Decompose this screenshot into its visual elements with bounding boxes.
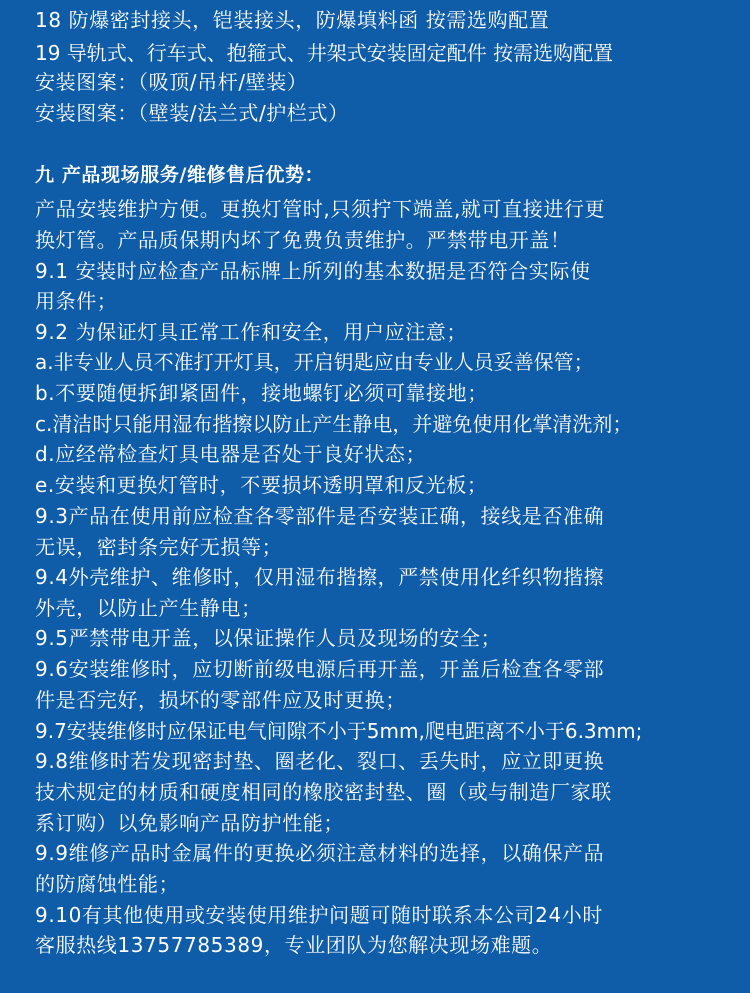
body-line: 9.2 为保证灯具正常工作和安全，用户应注意； [35,320,467,344]
body-line: 无误，密封条完好无损等； [35,535,283,559]
body-line: e.安装和更换灯管时，不要损坏透明罩和反光板； [35,473,488,497]
body-line: c.清洁时只能用湿布揩擦以防止产生静电，并避免使用化掌清洗剂； [35,412,633,436]
body-line: 9.7安装维修时应保证电气间隙不小于5mm,爬电距离不小于6.3mm; [35,719,643,743]
body-line: 客服热线13757785389，专业团队为您解决现场难题。 [35,933,553,957]
body-line: 9.6安装维修时，应切断前级电源后再开盖，开盖后检查各零部 [35,657,605,681]
body-line: 9.1 安装时应检查产品标牌上所列的基本数据是否符合实际使 [35,259,591,283]
body-line: 9.5严禁带电开盖，以保证操作人员及现场的安全； [35,626,502,650]
body-line: b.不要随便拆卸紧固件，接地螺钉必须可靠接地； [35,381,488,405]
install-pattern-2: 安装图案：（壁装/法兰式/护栏式） [35,101,349,125]
body-line: a.非专业人员不准打开灯具，开启钥匙应由专业人员妥善保管； [35,350,594,374]
body-line: 9.8维修时若发现密封垫、圈老化、裂口、丢失时，应立即更换 [35,749,605,773]
body-line: 9.9维修产品时金属件的更换必须注意材料的选择，以确保产品 [35,841,605,865]
install-pattern-1: 安装图案：（吸顶/吊杆/壁装） [35,70,308,94]
body-line: 9.3产品在使用前应检查各零部件是否安装正确，接线是否准确 [35,504,605,528]
body-line: 外壳，以防止产生静电； [35,596,262,620]
body-line: 9.10有其他使用或安装使用维护问题可随时联系本公司24小时 [35,903,603,927]
body-line: 的防腐蚀性能； [35,872,180,896]
item-19: 19 导轨式、行车式、抱箍式、井架式安装固定配件 按需选购配置 [35,41,614,65]
section-heading: 九 产品现场服务/维修售后优势： [35,164,325,186]
body-line: 9.4外壳维护、维修时，仅用湿布揩擦，严禁使用化纤织物揩擦 [35,565,605,589]
body-line: 用条件； [35,289,118,313]
body-line: d.应经常检查灯具电器是否处于良好状态； [35,442,427,466]
body-line: 产品安装维护方便。更换灯管时,只须拧下端盖,就可直接进行更 [35,197,606,221]
body-line: 技术规定的材质和硬度相同的橡胶密封垫、圈（或与制造厂家联 [35,780,612,804]
body-line: 换灯管。产品质保期内坏了免费负责维护。严禁带电开盖！ [35,228,571,252]
body-line: 系订购）以免影响产品防护性能； [35,811,344,835]
body-line: 件是否完好，损坏的零部件应及时更换； [35,688,406,712]
item-18: 18 防爆密封接头，铠装接头，防爆填料函 按需选购配置 [35,8,550,32]
